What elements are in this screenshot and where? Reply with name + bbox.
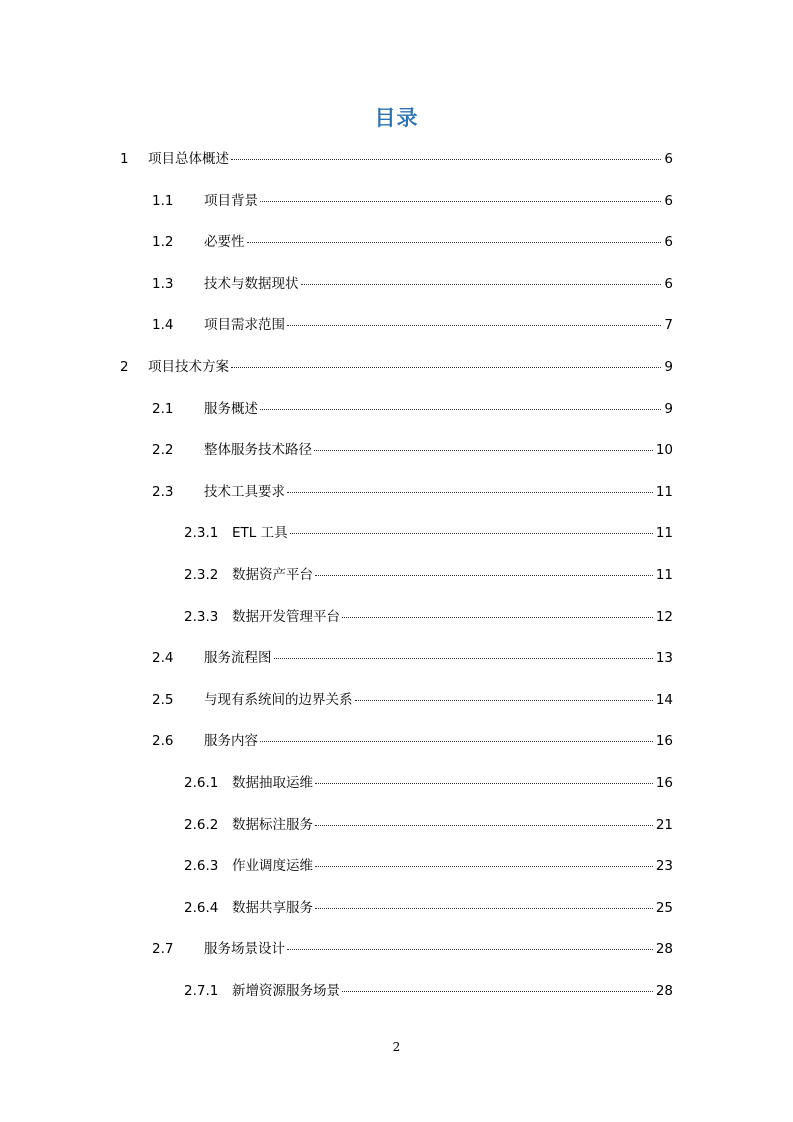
toc-entry-line: [148, 150, 662, 168]
toc-entry[interactable]: [0, 519, 793, 561]
toc-dot-leader: [342, 617, 653, 618]
toc-entry-page: 9: [664, 358, 673, 375]
toc-entry-number: 2.5: [152, 691, 174, 708]
toc-dot-leader: [355, 700, 653, 701]
toc-entry-page: 6: [664, 275, 673, 292]
toc-entry-label: 项目需求范围: [204, 317, 285, 334]
toc-dot-leader: [315, 575, 653, 576]
toc-entry-line: [204, 649, 654, 667]
toc-dot-leader: [247, 242, 662, 243]
toc-entry-label: 数据资产平台: [232, 566, 313, 583]
toc-entry-label: 技术工具要求: [204, 483, 285, 500]
toc-entry-line: [204, 732, 654, 750]
toc-entry[interactable]: [0, 145, 793, 187]
toc-entry[interactable]: [0, 686, 793, 728]
toc-entry[interactable]: [0, 187, 793, 229]
toc-entry-number: 2.2: [152, 442, 174, 459]
toc-entry-number: 2: [120, 358, 129, 375]
toc-entry[interactable]: [0, 811, 793, 853]
toc-entry-page: 16: [655, 733, 673, 750]
toc-entry[interactable]: [0, 353, 793, 395]
toc-entry[interactable]: [0, 561, 793, 603]
toc-entry-line: [204, 940, 654, 958]
toc-entry-number: 1: [120, 151, 129, 167]
toc-entry-page: 7: [664, 317, 673, 334]
toc-entry[interactable]: [0, 935, 793, 977]
toc-entry-line: [204, 483, 654, 501]
toc-entry[interactable]: [0, 270, 793, 312]
toc-entry-number: 2.6: [152, 733, 174, 750]
toc-entry-line: [204, 275, 662, 293]
toc-entry-number: 2.3.1: [184, 525, 219, 542]
toc-entry-label: 数据共享服务: [232, 899, 313, 916]
toc-entry-line: [232, 774, 654, 792]
toc-entry-line: [204, 400, 662, 418]
toc-entry-line: [232, 566, 654, 584]
toc-dot-leader: [315, 783, 653, 784]
toc-entry-number: 2.3: [152, 483, 174, 500]
toc-entry-line: [232, 524, 654, 542]
toc-dot-leader: [287, 325, 661, 326]
toc-entry[interactable]: [0, 603, 793, 645]
toc-dot-leader: [231, 159, 661, 160]
toc-dot-leader: [342, 991, 653, 992]
toc-entry-page: 28: [655, 941, 673, 958]
toc-entry-line: [232, 899, 654, 917]
toc-entry[interactable]: [0, 977, 793, 1019]
toc-entry-label: 数据标注服务: [232, 816, 313, 833]
toc-entry-page: 25: [655, 899, 673, 916]
toc-entry-label: 服务流程图: [204, 650, 272, 667]
toc-entry-page: 28: [655, 982, 673, 999]
toc-entry-number: 2.1: [152, 400, 174, 417]
toc-entry-label: 服务概述: [204, 400, 258, 417]
toc-entry-number: 2.6.4: [184, 899, 219, 916]
toc-entry-page: 6: [664, 234, 673, 251]
toc-entry[interactable]: [0, 478, 793, 520]
toc-dot-leader: [231, 367, 661, 368]
toc-entry-page: 23: [655, 858, 673, 875]
toc-entry-line: [204, 441, 654, 459]
toc-dot-leader: [301, 284, 662, 285]
toc-entry-number: 1.1: [152, 192, 174, 209]
toc-entry-line: [204, 691, 654, 709]
toc-entry[interactable]: [0, 769, 793, 811]
toc-entry-number: 2.7: [152, 941, 174, 958]
toc-entry-line: [232, 608, 654, 626]
toc-entry[interactable]: [0, 395, 793, 437]
toc-entry[interactable]: [0, 727, 793, 769]
toc-dot-leader: [315, 866, 653, 867]
toc-dot-leader: [287, 492, 653, 493]
toc-entry-page: 12: [655, 608, 673, 625]
toc-entry-line: [232, 816, 654, 834]
toc-entry-number: 1.2: [152, 234, 174, 251]
toc-entry-number: 2.7.1: [184, 982, 219, 999]
toc-dot-leader: [260, 741, 653, 742]
toc-entry-number: 2.4: [152, 650, 174, 667]
toc-entry-number: 2.6.1: [184, 774, 219, 791]
toc-entry-label: 项目技术方案: [148, 358, 229, 375]
toc-entry-label: 数据抽取运维: [232, 774, 313, 791]
toc-dot-leader: [315, 908, 653, 909]
toc-dot-leader: [274, 658, 653, 659]
toc-entry-number: 1.3: [152, 275, 174, 292]
toc-dot-leader: [314, 450, 653, 451]
toc-entry-label: 技术与数据现状: [204, 275, 299, 292]
toc-entry-line: [232, 857, 654, 875]
toc-entry-number: 2.3.3: [184, 608, 219, 625]
toc-entry-label: 项目总体概述: [148, 151, 229, 167]
toc-entry[interactable]: [0, 311, 793, 353]
toc-entry-page: 6: [664, 192, 673, 209]
toc-dot-leader: [287, 949, 653, 950]
toc-entry-page: 16: [655, 774, 673, 791]
toc-entry-page: 13: [655, 650, 673, 667]
toc-dot-leader: [260, 409, 661, 410]
toc-dot-leader: [315, 825, 653, 826]
toc-entry-number: 2.3.2: [184, 566, 219, 583]
toc-entry-page: 21: [655, 816, 673, 833]
page-number: 2: [392, 1040, 401, 1054]
toc-entry-number: 2.6.3: [184, 858, 219, 875]
toc-entry[interactable]: [0, 894, 793, 936]
toc-title: 目录: [374, 106, 419, 130]
toc-entry-label: ETL 工具: [232, 525, 288, 542]
toc-entry[interactable]: [0, 852, 793, 894]
toc-entry-page: 11: [655, 483, 673, 500]
toc-entry-label: 数据开发管理平台: [232, 608, 340, 625]
toc-entry-line: [204, 233, 662, 251]
toc-entry-label: 服务场景设计: [204, 941, 285, 958]
toc-entry-label: 服务内容: [204, 733, 258, 750]
toc-entry-label: 整体服务技术路径: [204, 442, 312, 459]
toc-entry-line: [204, 316, 662, 334]
toc-entry[interactable]: [0, 436, 793, 478]
toc-entry-label: 与现有系统间的边界关系: [204, 691, 353, 708]
toc-entry[interactable]: [0, 228, 793, 270]
toc-entry-label: 新增资源服务场景: [232, 982, 340, 999]
toc-entry-page: 6: [664, 151, 673, 167]
toc-entry-number: 2.6.2: [184, 816, 219, 833]
toc-list: [0, 145, 793, 1018]
toc-entry-line: [232, 982, 654, 1000]
toc-entry[interactable]: [0, 644, 793, 686]
toc-entry-number: 1.4: [152, 317, 174, 334]
toc-entry-page: 11: [655, 566, 673, 583]
toc-entry-line: [204, 192, 662, 210]
toc-entry-label: 作业调度运维: [232, 858, 313, 875]
toc-entry-page: 11: [655, 525, 673, 542]
toc-dot-leader: [260, 201, 661, 202]
toc-entry-page: 10: [655, 442, 673, 459]
toc-entry-page: 9: [664, 400, 673, 417]
toc-dot-leader: [290, 533, 653, 534]
toc-entry-page: 14: [655, 691, 673, 708]
toc-entry-line: [148, 358, 662, 376]
toc-entry-label: 项目背景: [204, 192, 258, 209]
toc-entry-label: 必要性: [204, 234, 245, 251]
